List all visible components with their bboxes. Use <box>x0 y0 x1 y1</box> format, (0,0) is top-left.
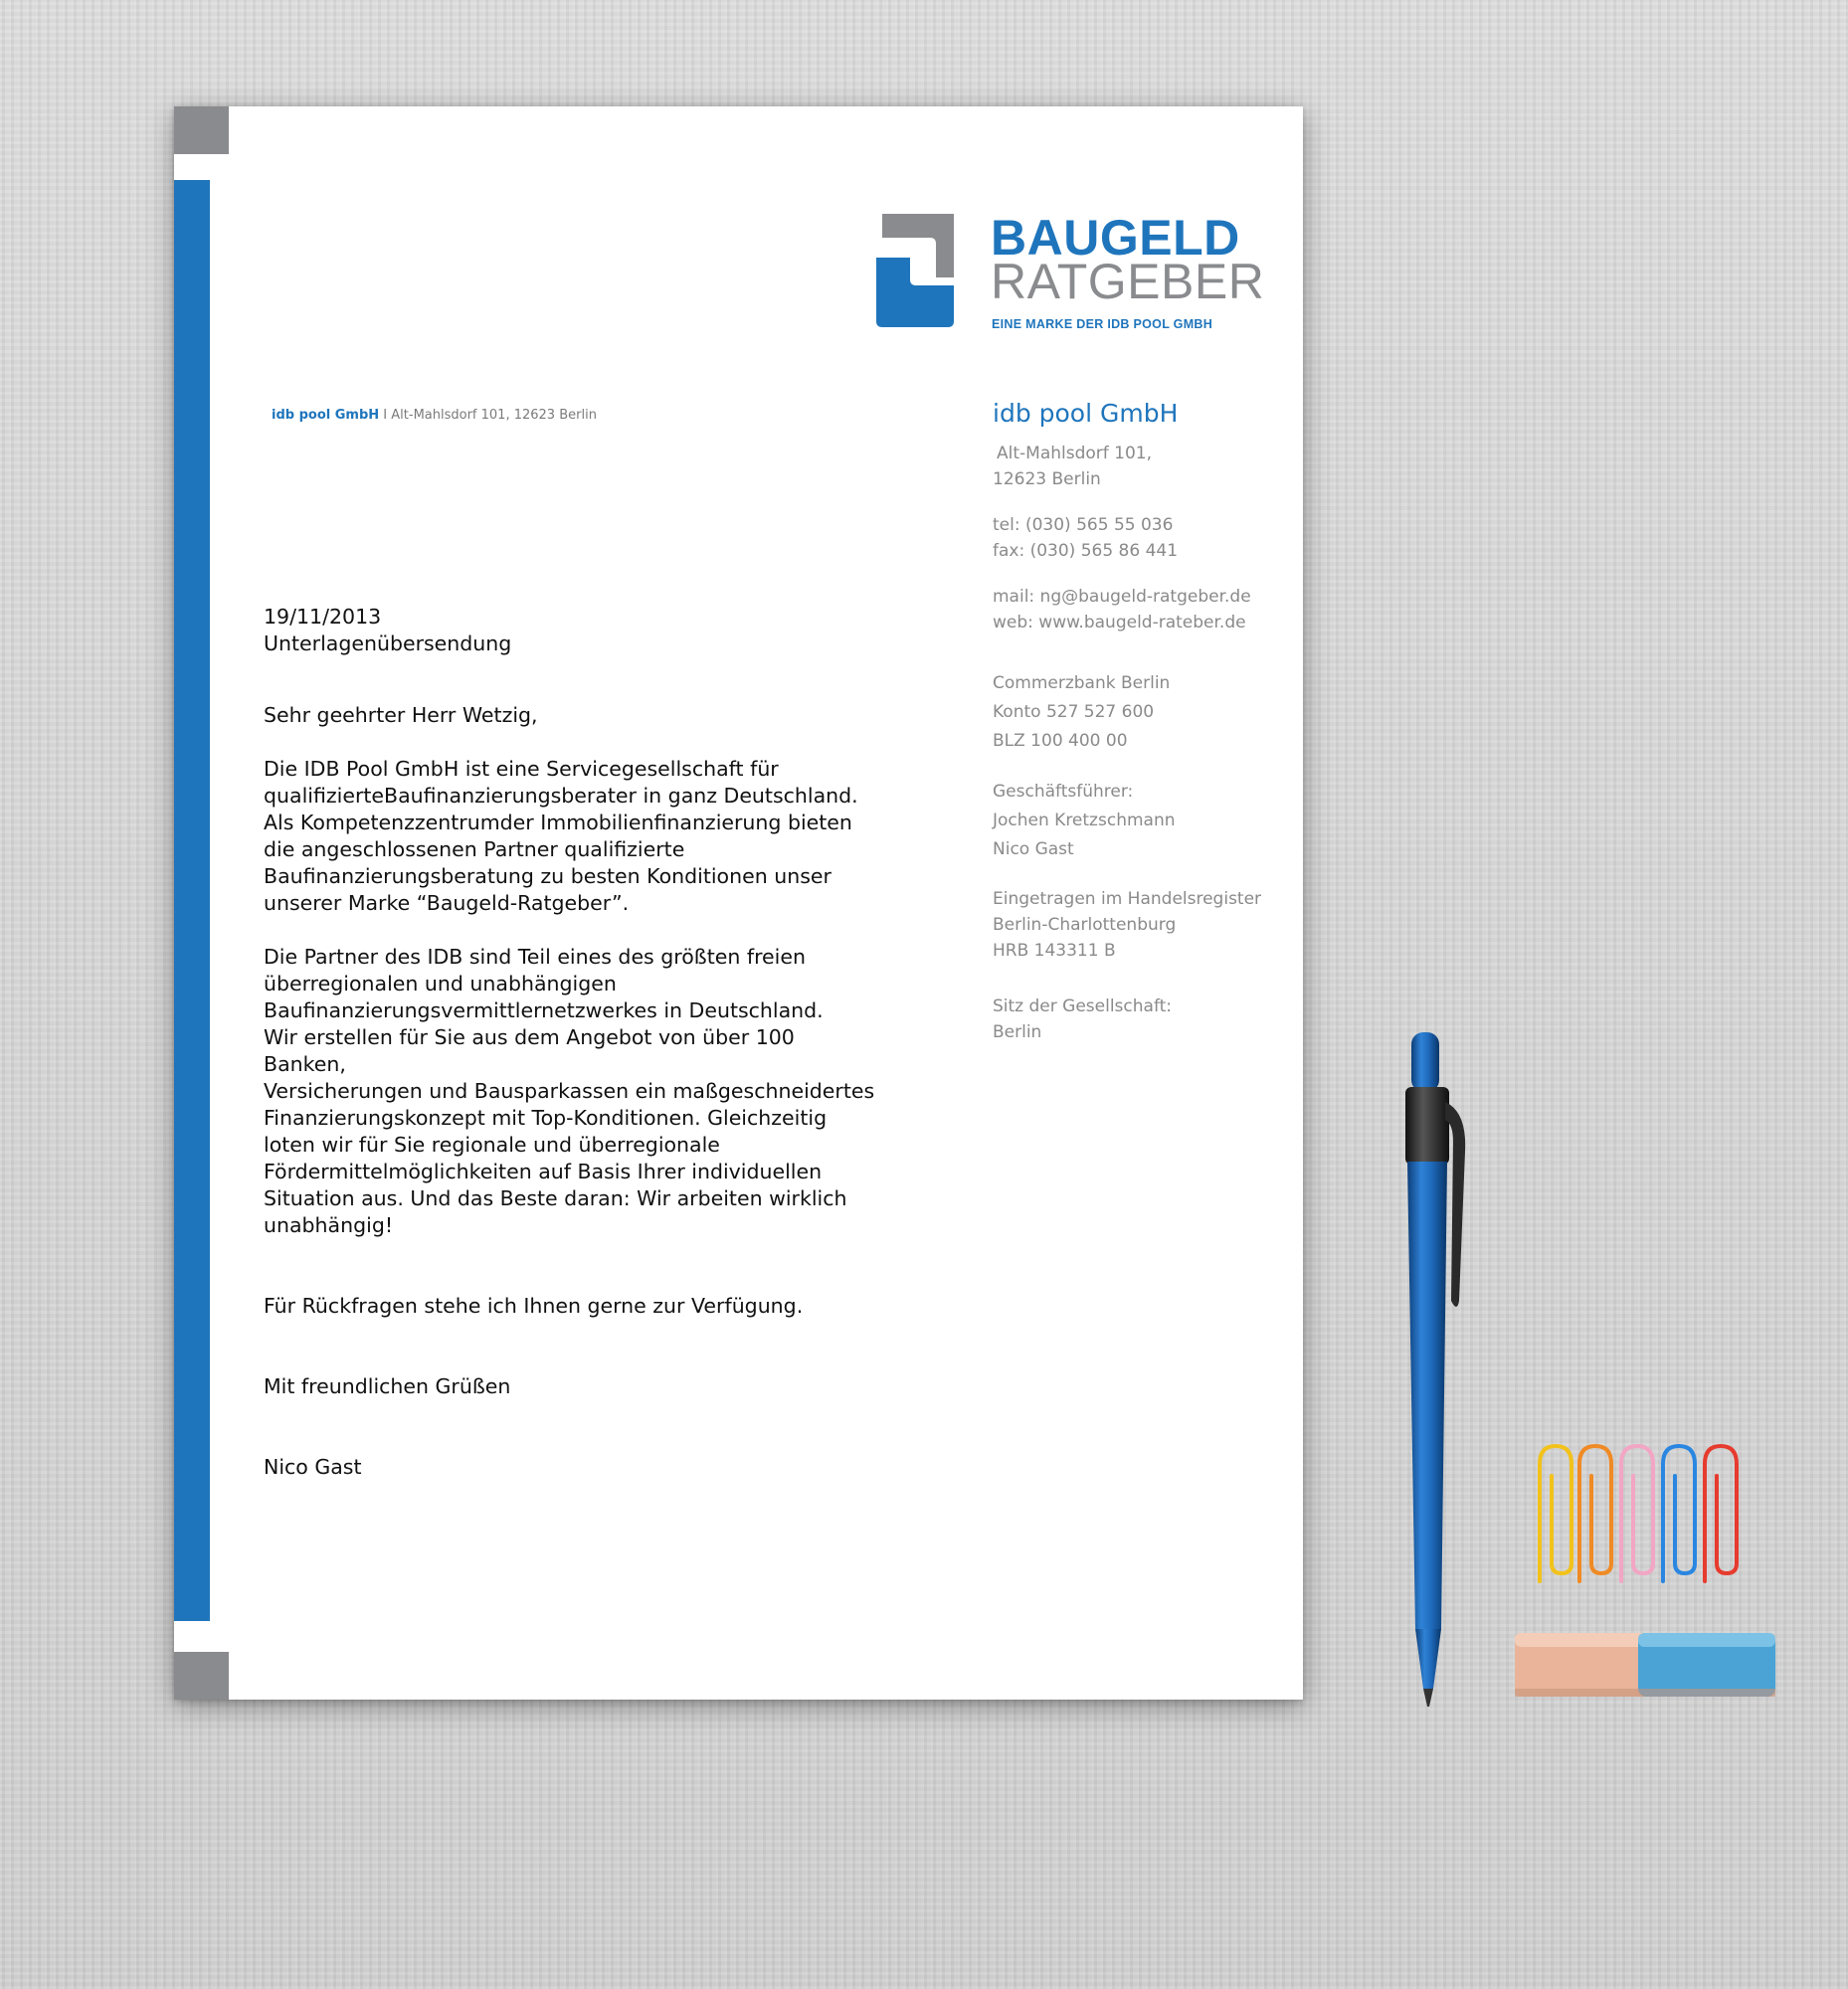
paper-clips-icon <box>1532 1442 1760 1591</box>
baugeld-ratgeber-logo <box>876 210 1265 343</box>
sidebar-bank-name: Commerzbank Berlin <box>993 673 1171 693</box>
letter-date: 19/11/2013 <box>264 605 382 629</box>
pen-icon <box>1387 1032 1477 1709</box>
sender-separator: I <box>383 408 388 423</box>
eraser-icon <box>1515 1631 1775 1699</box>
sidebar-manager-2: Nico Gast <box>993 839 1074 859</box>
logo-mark-icon <box>876 214 954 327</box>
logo-word-ratgeber: RATGEBER <box>991 254 1265 309</box>
sender-address: Alt-Mahlsdorf 101, 12623 Berlin <box>391 408 597 423</box>
sidebar-phone-fax <box>993 512 1291 564</box>
sidebar-company-name: idb pool GmbH <box>993 399 1179 428</box>
letter-closing: Mit freundlichen Grüßen <box>264 1374 511 1398</box>
sidebar-seat <box>993 994 1291 1045</box>
letter-paragraph-1: Die IDB Pool GmbH ist eine Servicegesellschaft für qualifizierteBaufinanzierungsberater in ganz Deutschland. Als Kompetenzzentrumder Immobilienfinanzierung bieten die angeschlossenen Partner qualifizierte Baufinanzierungsberatung zu besten Konditionen unser unserer Marke “Baugeld-Ratgeber”. <box>264 757 858 915</box>
sidebar-phone: tel: (030) 565 55 036 <box>993 515 1174 535</box>
logo-tagline: EINE MARKE DER IDB POOL GMBH <box>992 317 1213 331</box>
sidebar-seat-label: Sitz der Gesellschaft: <box>993 996 1173 1016</box>
sidebar-register-court: Berlin-Charlottenburg <box>993 915 1177 935</box>
sidebar-management-label: Geschäftsführer: <box>993 782 1134 802</box>
sidebar-address-street: Alt-Mahlsdorf 101, <box>997 444 1153 463</box>
bottom-gray-corner <box>174 1652 229 1700</box>
logo-word-baugeld: BAUGELD <box>991 210 1240 266</box>
sidebar-register-number: HRB 143311 B <box>993 941 1116 961</box>
sidebar-address-city: 12623 Berlin <box>993 469 1101 489</box>
sidebar-bank <box>993 669 1291 756</box>
letterhead-page <box>174 106 1303 1700</box>
blue-side-bar <box>174 180 210 1621</box>
letter-subject: Unterlagenübersendung <box>264 632 512 655</box>
company-info-sidebar <box>993 401 1291 1065</box>
letter-salutation: Sehr geehrter Herr Wetzig, <box>264 703 538 727</box>
sidebar-register-label: Eingetragen im Handelsregister <box>993 889 1262 909</box>
letter-signature: Nico Gast <box>264 1455 362 1479</box>
sidebar-register <box>993 886 1291 964</box>
sidebar-bank-account: Konto 527 527 600 <box>993 702 1155 722</box>
sender-address-line <box>272 408 597 423</box>
sidebar-seat-city: Berlin <box>993 1022 1042 1042</box>
letter-body <box>264 604 880 1481</box>
top-gray-corner <box>174 106 229 154</box>
sidebar-management <box>993 778 1291 864</box>
sidebar-fax: fax: (030) 565 86 441 <box>993 541 1179 561</box>
sidebar-manager-1: Jochen Kretzschmann <box>993 811 1176 830</box>
letter-closing-question: Für Rückfragen stehe ich Ihnen gerne zur Verfügung. <box>264 1294 804 1318</box>
sidebar-address <box>993 441 1291 492</box>
letter-paragraph-2: Die Partner des IDB sind Teil eines des größten freien überregionalen und unabhängigen Baufinanzierungsvermittlernetzwerkes in Deutschland. Wir erstellen für Sie aus dem Angebot von über 100 Banken, Versicherungen und Bausparkassen ein maßgeschneidertes Finanzierungskonzept mit Top-Konditionen. Gleichzeitig loten wir für Sie regionale und überregionale Fördermittelmöglichkeiten auf Basis Ihrer individuellen Situation aus. Und das Beste daran: Wir arbeiten wirklich unabhängig! <box>264 945 875 1237</box>
sidebar-online <box>993 584 1291 635</box>
sidebar-mail: mail: ng@baugeld-ratgeber.de <box>993 587 1251 607</box>
sender-company: idb pool GmbH <box>272 408 380 423</box>
sidebar-web: web: www.baugeld-rateber.de <box>993 613 1246 633</box>
sidebar-bank-code: BLZ 100 400 00 <box>993 731 1128 751</box>
